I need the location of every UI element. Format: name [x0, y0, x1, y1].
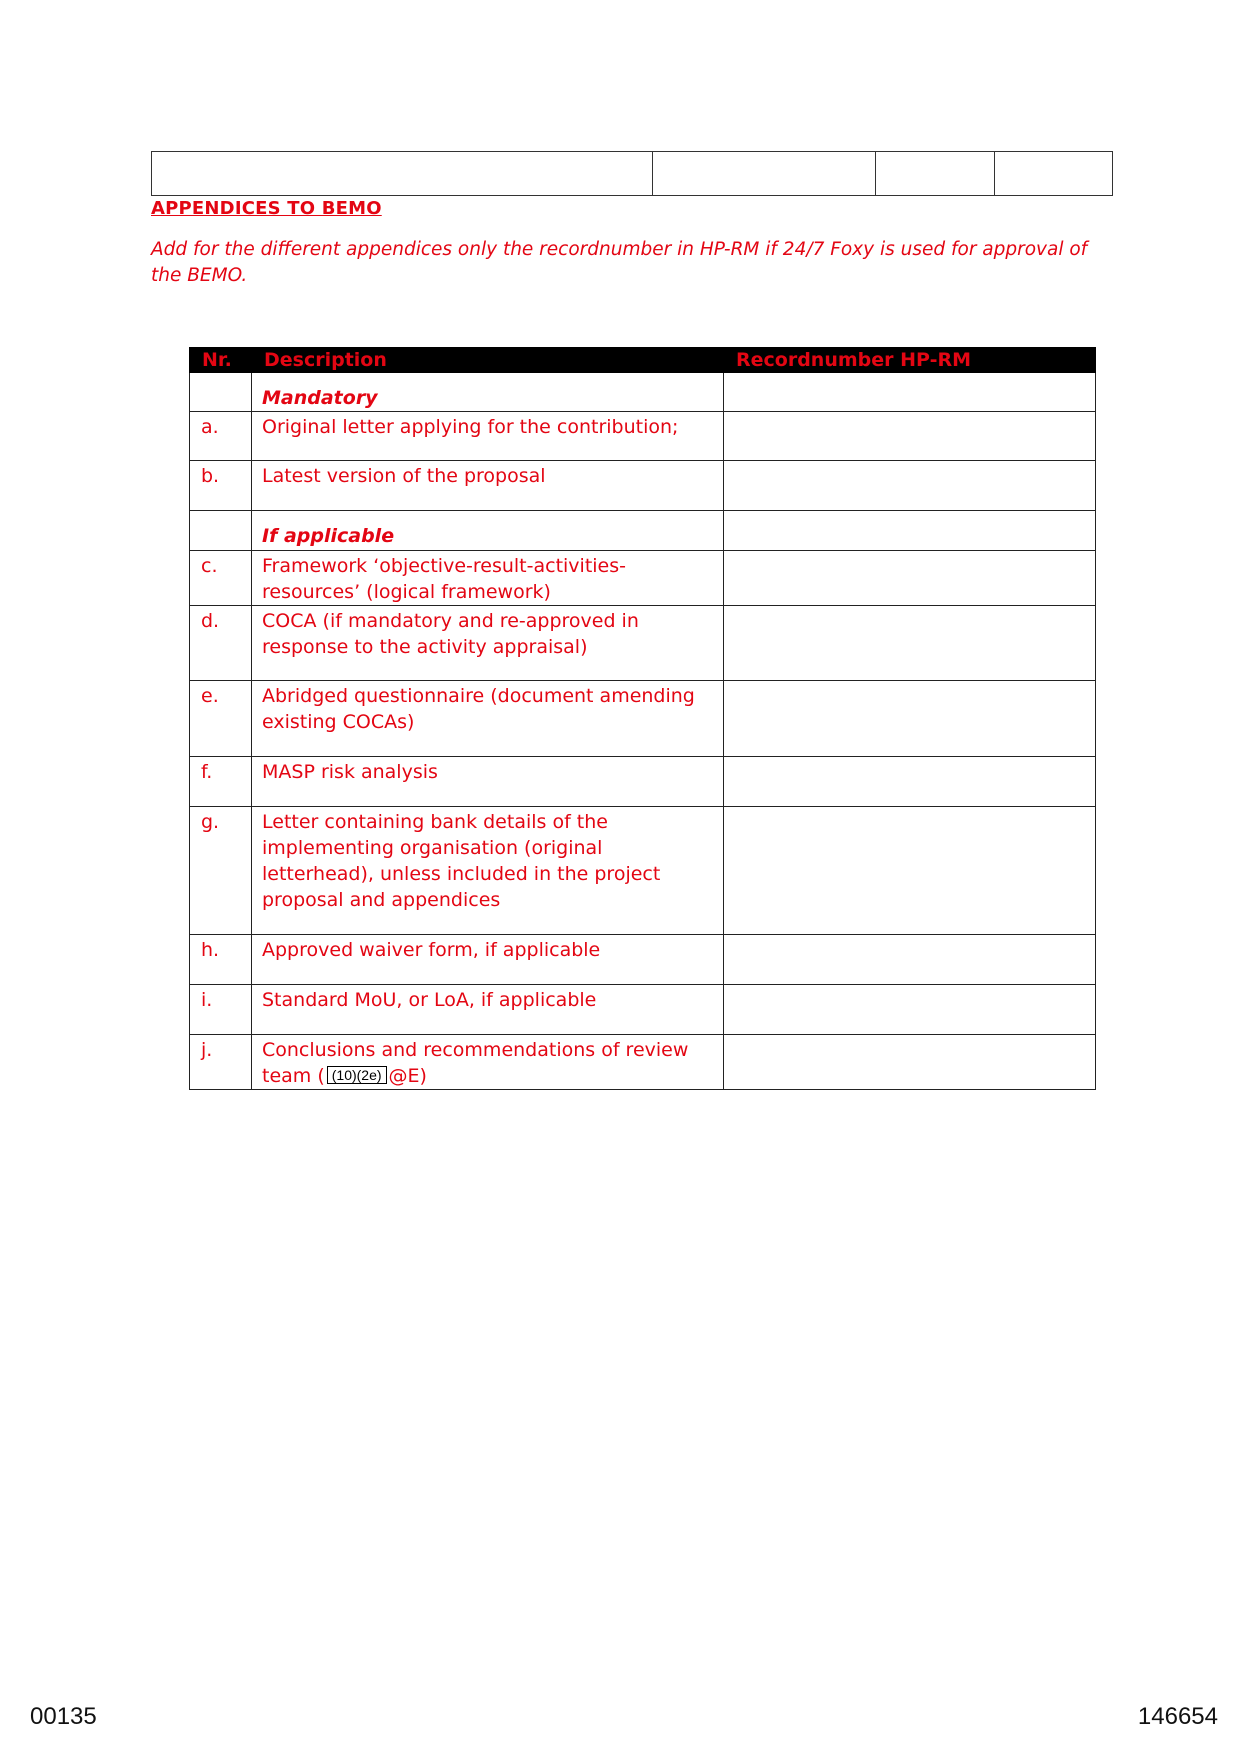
- if-applicable-label: If applicable: [262, 525, 395, 547]
- table-row: i. Standard MoU, or LoA, if applicable: [190, 985, 1096, 1035]
- table-row: f. MASP risk analysis: [190, 757, 1096, 807]
- top-cell: [995, 152, 1113, 196]
- mandatory-section-row: [190, 373, 1096, 412]
- record-cell[interactable]: [724, 412, 1096, 461]
- table-row: h. Approved waiver form, if applicable: [190, 935, 1096, 985]
- top-cell: [152, 152, 653, 196]
- header-record: Recordnumber HP-RM: [724, 348, 1096, 373]
- table-row: g. Letter containing bank details of the implementing organisation (original letterhead), unless included in the project proposal and appendices: [190, 807, 1096, 935]
- mandatory-label: Mandatory: [262, 387, 378, 409]
- table-row: b. Latest version of the proposal: [190, 461, 1096, 511]
- applicable-section-row: [190, 511, 1096, 551]
- record-cell[interactable]: [724, 757, 1096, 807]
- appendices-table: [189, 347, 1096, 1090]
- table-row: d. COCA (if mandatory and re-approved in response to the activity appraisal): [190, 606, 1096, 681]
- footer-page-code: 00135: [30, 1703, 97, 1730]
- record-cell[interactable]: [724, 1035, 1096, 1090]
- table-row: e. Abridged questionnaire (document amending existing COCAs): [190, 681, 1096, 757]
- header-description: Description: [252, 348, 724, 373]
- top-cell: [876, 152, 995, 196]
- section-heading: APPENDICES TO BEMO: [151, 198, 382, 219]
- table-header-row: [190, 348, 1096, 373]
- intro-text: Add for the different appendices only the recordnumber in HP-RM if 24/7 Foxy is used for approval of the BEMO.: [151, 239, 1088, 286]
- table-row: j. Conclusions and recommendations of review team ( (10)(2e) @E): [190, 1035, 1096, 1090]
- top-blank-table: [151, 151, 1113, 196]
- record-cell[interactable]: [724, 606, 1096, 681]
- record-cell[interactable]: [724, 551, 1096, 606]
- record-cell[interactable]: [724, 985, 1096, 1035]
- record-cell[interactable]: [724, 461, 1096, 511]
- redaction-box: (10)(2e): [327, 1066, 387, 1084]
- top-cell: [653, 152, 876, 196]
- header-nr: Nr.: [190, 348, 252, 373]
- record-cell[interactable]: [724, 681, 1096, 757]
- footer-document-number: 146654: [1137, 1703, 1218, 1730]
- table-row: a. Original letter applying for the contribution;: [190, 412, 1096, 461]
- record-cell[interactable]: [724, 935, 1096, 985]
- table-row: c. Framework ‘objective-result-activities-resources’ (logical framework): [190, 551, 1096, 606]
- record-cell[interactable]: [724, 807, 1096, 935]
